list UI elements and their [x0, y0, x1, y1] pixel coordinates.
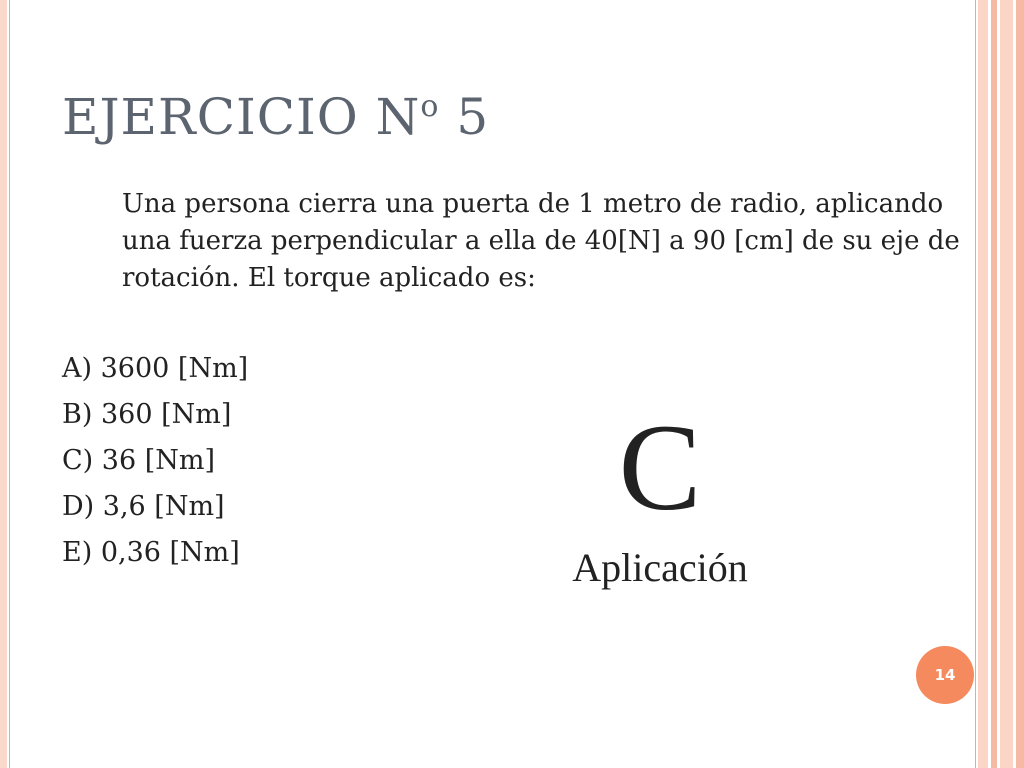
slide-title — [62, 88, 489, 146]
option-d: D) 3,6 [Nm] — [62, 491, 225, 522]
left-border-line — [9, 0, 10, 768]
option-b: B) 360 [Nm] — [62, 399, 232, 430]
answer-category: Aplicación — [572, 545, 748, 590]
page-number-badge: 14 — [916, 646, 974, 704]
right-border-line — [991, 0, 997, 768]
answer-options — [62, 346, 248, 576]
option-a: A) 3600 [Nm] — [62, 353, 249, 384]
right-border-bar — [978, 0, 988, 768]
question-text: Una persona cierra una puerta de 1 metro de radio, aplicando una fuerza perpendicular a ella de 40[N] a 90 [cm] de su eje de rotación. El torque aplicado es: — [122, 189, 960, 293]
title-superscript: o — [420, 89, 440, 124]
correct-answer: C — [618, 399, 702, 536]
right-border-line — [1016, 0, 1024, 768]
left-border-bar — [0, 0, 7, 768]
title-text: EJERCICIO N — [62, 88, 421, 146]
right-border-bar — [1000, 0, 1013, 768]
title-number: 5 — [456, 88, 490, 146]
right-border-line — [975, 0, 976, 768]
option-e: E) 0,36 [Nm] — [62, 537, 240, 568]
option-c: C) 36 [Nm] — [62, 445, 216, 476]
